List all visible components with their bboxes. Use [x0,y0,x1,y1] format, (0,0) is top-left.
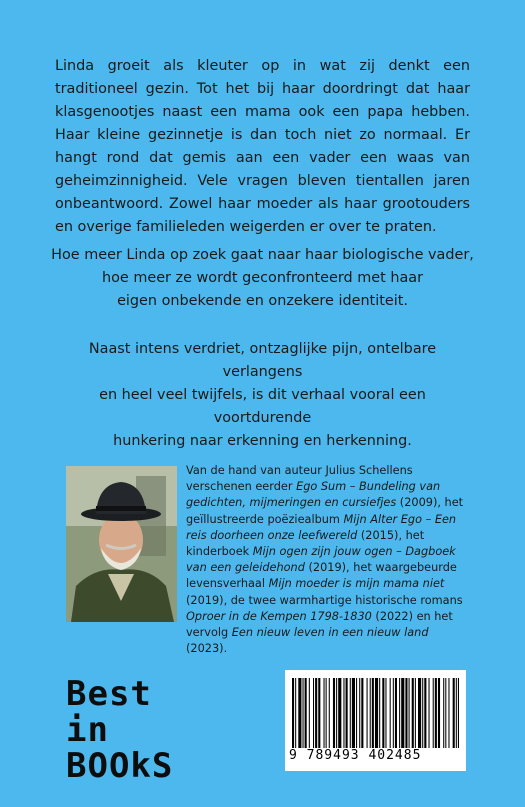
bio-text: (2023). [186,642,228,656]
blurb-paragraph-1: Linda groeit als kleuter op in wat zij denkt een traditioneel gezin. Tot het bij haar doordringt dat haar klasgenootjes naast een mama ook een papa hebben. Haar kleine gezinnetje is dan toch niet zo normaal. Er hangt rond dat gemis aan een vader een waas van geheimzinnigheid. Vele vragen bleven tientallen jaren onbeantwoord. Zowel haar moeder als haar grootouders en overige familieleden weigerden er over te praten. [55,58,470,235]
bio-text: (2019), de twee warmhartige historische romans [186,593,463,607]
barcode-bar [359,678,360,748]
publisher-logo [66,676,216,784]
publisher-logo-line-2: BOOkS [66,746,174,786]
publisher-logo-line-1: Best in [66,674,152,750]
barcode-bar [418,678,421,748]
barcode-bar [393,678,394,748]
barcode-bar [443,678,444,748]
bio-text: (2015), het kinderboek [186,528,425,559]
bio-text: (2019), het waargebeurde levensverhaal [186,561,457,591]
bio-text: (2022) en het vervolg [186,609,453,640]
barcode-bar [333,678,335,748]
blurb-paragraph-3 [50,338,475,453]
book-title: Oproer in de Kempen 1798-1830 [186,609,372,623]
barcode-bar [401,678,404,748]
barcode-bar [412,678,414,748]
barcode-bar [370,678,371,748]
barcode-bar [295,678,296,748]
barcode-bar [346,678,348,748]
barcode-bar [298,678,301,748]
barcode-bar [429,678,430,748]
book-title: Ego Sum – Bundeling van gedichten, mijmeringen en cursiefjes [186,480,441,510]
barcode-bar [367,678,368,748]
barcode-bar [390,678,391,748]
barcode-bar [350,678,351,748]
book-title: Mijn moeder is mijn mama niet [268,577,445,591]
barcode-bar [326,678,327,748]
book-title: Een nieuw leven in een nieuw land [231,626,429,640]
author-portrait-illustration [66,466,177,622]
barcode-bar [324,678,325,748]
barcode-bar [336,678,337,748]
book-title: Mijn Alter Ego – Een reis doorheen onze leefwereld [186,512,457,542]
barcode-bar [448,678,449,748]
barcode-bar [352,678,355,748]
blurb-paragraph-2 [50,244,475,313]
barcode-bar [343,678,344,748]
blurb-line: hunkering naar erkenning en herkenning. [113,433,412,449]
barcode-bar [385,678,386,748]
barcode-bar [309,678,310,748]
barcode-bars [292,678,459,748]
barcode-bar [453,678,455,748]
barcode-bar [399,678,400,748]
barcode-bar [422,678,423,748]
barcode-bar [456,678,457,748]
barcode-bar [375,678,378,748]
barcode-bar [433,678,434,748]
barcode-bar [395,678,397,748]
barcode-bar [292,678,294,748]
barcode-bar [438,678,440,748]
blurb-line: Hoe meer Linda op zoek gaat naar haar biologische vader, [51,247,474,263]
barcode-bar [329,678,330,748]
blurb-line: eigen onbekende en onzekere identiteit. [117,293,408,309]
barcode-bar [338,678,341,748]
isbn-barcode [285,670,466,771]
barcode-bar [303,678,304,748]
barcode-bar [435,678,437,748]
bio-text: Van de hand van auteur Julius Schellens verschenen eerder [186,464,413,494]
barcode-bar [424,678,426,748]
author-bio [186,463,468,657]
bio-text: (2009), het geïllustreerde poëziealbum [186,496,464,526]
author-photo [66,466,177,622]
book-title: Mijn ogen zijn jouw ogen – Dagboek van een geleidehond [186,545,456,575]
barcode-bar [409,678,410,748]
barcode-bar [458,678,459,748]
blurb-line: hoe meer ze wordt geconfronteerd met haar [101,270,424,286]
blurb-line: Naast intens verdriet, ontzaglijke pijn, ontelbare verlangens [88,341,437,380]
barcode-bar [318,678,320,748]
barcode-bar [379,678,380,748]
barcode-bar [356,678,357,748]
barcode-bar [415,678,416,748]
isbn-number: 9 789493 402485 [289,748,422,763]
barcode-bar [305,678,307,748]
barcode-bar [315,678,317,748]
barcode-bar [361,678,363,748]
barcode-bar [405,678,407,748]
barcode-bar [445,678,446,748]
barcode-bar [372,678,374,748]
barcode-bar [382,678,384,748]
blurb-line: en heel veel twijfels, is dit verhaal vooral een voortdurende [99,387,426,426]
barcode-bar [313,678,314,748]
